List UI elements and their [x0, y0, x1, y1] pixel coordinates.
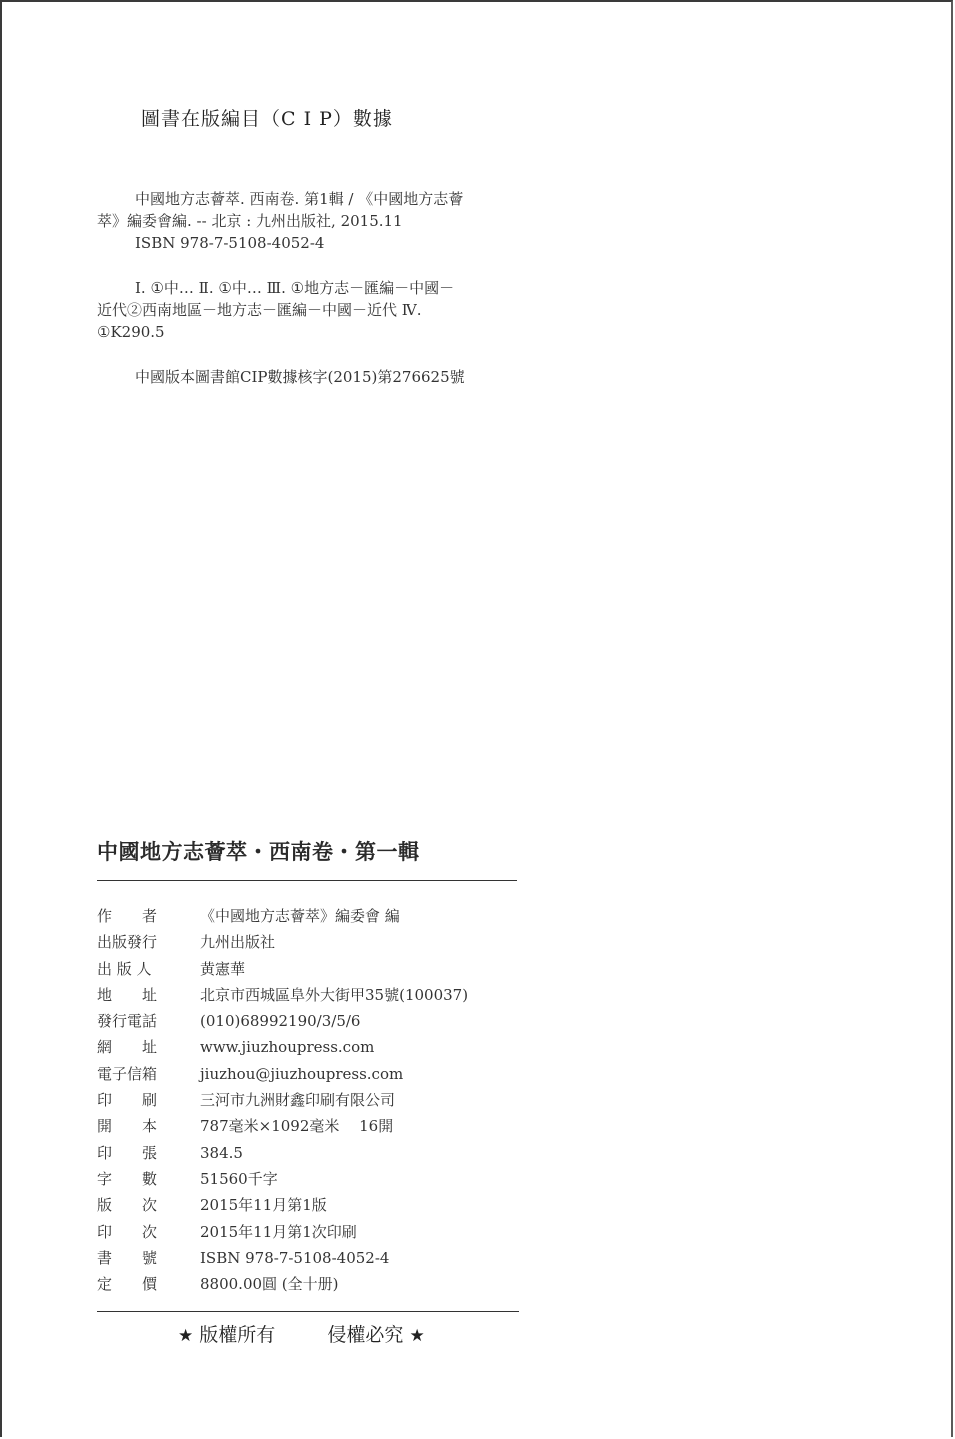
colophon-label: 出 版 人 — [97, 959, 152, 978]
colophon-value: 8800.00圓 (全十册) — [200, 1275, 339, 1294]
colophon-label: 出版發行 — [97, 933, 158, 952]
cip-classification-line: ①K290.5 — [97, 323, 165, 341]
colophon-row-edition — [97, 1192, 527, 1218]
cip-catalog-entry — [97, 188, 577, 254]
colophon-label: 發行電話 — [97, 1012, 158, 1031]
colophon-row-phone — [97, 1008, 527, 1034]
colophon-label: 定 價 — [97, 1275, 158, 1294]
copyright-notice — [178, 1320, 425, 1347]
cip-classification — [97, 277, 577, 343]
copyright-right-text: 侵權必究 — [327, 1324, 404, 1346]
cip-isbn-line: ISBN 978-7-5108-4052-4 — [135, 234, 325, 252]
colophon-value: 北京市西城區阜外大街甲35號(100037) — [200, 985, 469, 1004]
cip-entry-line: 萃》編委會編. -- 北京 : 九州出版社, 2015.11 — [97, 212, 403, 230]
colophon-row-printer — [97, 1087, 527, 1113]
colophon-value: 384.5 — [200, 1143, 243, 1162]
colophon-value: ISBN 978-7-5108-4052-4 — [200, 1248, 390, 1267]
cip-entry-line: 中國地方志薈萃. 西南卷. 第1輯 / 《中國地方志薈 — [135, 190, 464, 208]
colophon-value: www.jiuzhoupress.com — [200, 1038, 375, 1057]
colophon-row-format — [97, 1113, 527, 1139]
colophon-label: 電子信箱 — [97, 1064, 158, 1083]
cip-classification-line: 近代②西南地區－地方志－匯編－中國－近代 Ⅳ. — [97, 301, 422, 319]
colophon-row-publisher — [97, 929, 527, 955]
colophon-top-rule — [97, 880, 517, 881]
colophon-row-price — [97, 1271, 527, 1297]
book-title: 中國地方志薈萃・西南卷・第一輯 — [97, 840, 420, 864]
colophon-label: 版 次 — [97, 1196, 158, 1215]
colophon-label: 印 張 — [97, 1143, 158, 1162]
colophon-row-publisher-person — [97, 956, 527, 982]
colophon-row-printing — [97, 1219, 527, 1245]
colophon-row-website — [97, 1034, 527, 1060]
colophon-row-sheets — [97, 1140, 527, 1166]
colophon-value: 51560千字 — [200, 1169, 278, 1188]
colophon-value: 黄憲華 — [200, 959, 246, 978]
colophon-value: jiuzhou@jiuzhoupress.com — [200, 1064, 404, 1083]
colophon-value: (010)68992190/3/5/6 — [200, 1012, 361, 1031]
cip-classification-line: Ⅰ. ①中… Ⅱ. ①中… Ⅲ. ①地方志－匯編－中國－ — [135, 279, 455, 297]
colophon-label: 印 刷 — [97, 1091, 158, 1110]
colophon-value: 《中國地方志薈萃》編委會 編 — [200, 907, 400, 925]
colophon-value: 2015年11月第1版 — [200, 1196, 327, 1215]
colophon-row-word-count — [97, 1166, 527, 1192]
colophon-label: 印 次 — [97, 1222, 158, 1241]
colophon-label: 地 址 — [97, 985, 158, 1004]
colophon-bottom-rule — [97, 1311, 519, 1312]
copyright-left-text: 版權所有 — [199, 1324, 276, 1346]
colophon-label: 書 號 — [97, 1248, 158, 1267]
cip-verification-number: 中國版本圖書館CIP數據核字(2015)第276625號 — [135, 368, 465, 386]
colophon-table — [97, 903, 527, 1297]
colophon-value: 三河市九洲財鑫印刷有限公司 — [200, 1091, 396, 1110]
colophon-label: 作 者 — [97, 907, 158, 925]
colophon-value: 九州出版社 — [200, 933, 276, 952]
colophon-row-isbn — [97, 1245, 527, 1271]
colophon-row-address — [97, 982, 527, 1008]
colophon-label: 字 數 — [97, 1169, 158, 1188]
colophon-label: 開 本 — [97, 1117, 158, 1136]
star-icon: ★ — [409, 1326, 425, 1346]
colophon-label: 網 址 — [97, 1038, 158, 1057]
star-icon: ★ — [178, 1326, 194, 1346]
colophon-row-author — [97, 903, 527, 929]
cip-heading: 圖書在版編目（C I P）數據 — [141, 108, 393, 130]
colophon-value: 787毫米×1092毫米 16開 — [200, 1117, 394, 1136]
colophon-value: 2015年11月第1次印刷 — [200, 1222, 357, 1241]
colophon-row-email — [97, 1061, 527, 1087]
